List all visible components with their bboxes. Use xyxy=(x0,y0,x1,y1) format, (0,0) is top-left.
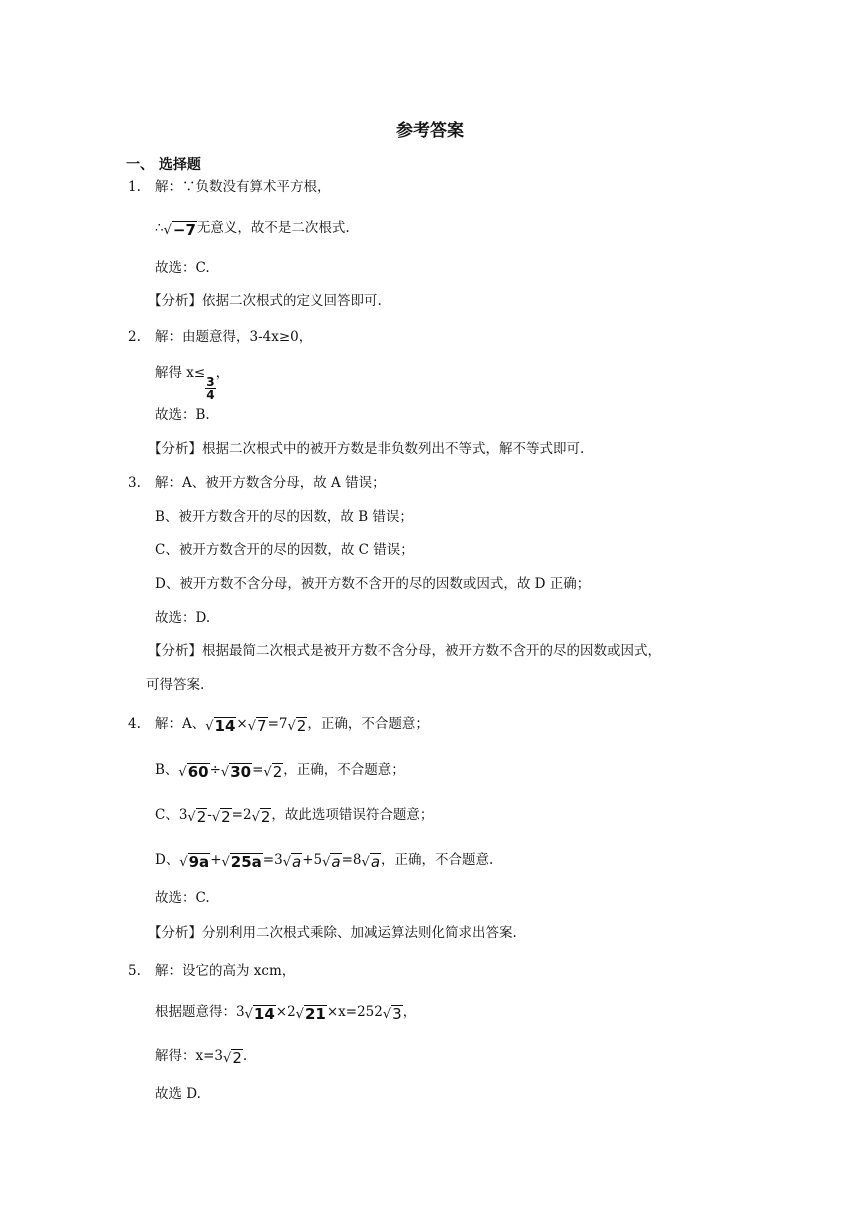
radical: √ 30 xyxy=(220,763,252,781)
q1-line-2: ∴ √ −7 无意义，故不是二次根式. xyxy=(155,220,350,239)
q5-line-2: 根据题意得：3 √ 14 ×2 √ 21 ×x=252 √ 3 ， xyxy=(155,1004,417,1023)
fraction-3-4: $\frac{3}{4}$ xyxy=(206,375,215,402)
q4-option-b: B、 √ 60 ÷ √ 30 = √ 2 ，正确，不合题意； xyxy=(155,762,405,781)
q5-line-1: 解：设它的高为 xcm， xyxy=(155,963,296,979)
radical: √ a xyxy=(282,853,302,871)
q2-analysis: 【分析】根据二次根式中的被开方数是非负数列出不等式，解不等式即可. xyxy=(148,441,585,457)
q2-number: 2. xyxy=(128,329,141,345)
radical: √ 2 xyxy=(251,808,271,826)
q5-number: 5. xyxy=(128,963,141,979)
q4-line-5: 故选：C. xyxy=(155,890,210,906)
q3-analysis-cont: 可得答案. xyxy=(146,677,205,693)
q2-line-1: 解：由题意得，3-4x≥0， xyxy=(155,329,313,345)
q3-analysis: 【分析】根据最简二次根式是被开方数不含分母，被开方数不含开的尽的因数或因式， xyxy=(148,643,661,659)
page-title: 参考答案 xyxy=(396,121,464,141)
q3-number: 3. xyxy=(128,475,141,491)
q1-number: 1. xyxy=(128,179,141,195)
q3-line-1: 解：A、被开方数含分母，故 A 错误； xyxy=(155,475,386,491)
q5-line-3: 解得：x=3 √ 2 . xyxy=(155,1048,248,1067)
radical: √ 3 xyxy=(382,1005,402,1023)
radical: √ 25a xyxy=(221,853,262,871)
radical: √ 2 xyxy=(223,1049,242,1067)
q3-line-5: 故选：D. xyxy=(155,610,211,626)
radical: √ a xyxy=(322,853,341,871)
radical: √ 2 xyxy=(287,717,307,735)
q1-analysis: 【分析】依据二次根式的定义回答即可. xyxy=(148,293,382,309)
radical: √ 2 xyxy=(187,808,207,826)
q4-option-a: 解：A、 √ 14 × √ 7 =7 √ 2 ，正确，不合题意； xyxy=(155,716,429,735)
radical: √ 9a xyxy=(179,853,210,871)
q2-line-3: 故选：B. xyxy=(155,407,210,423)
q1-line-3: 故选：C. xyxy=(155,260,210,276)
q4-analysis: 【分析】分别利用二次根式乘除、加减运算法则化简求出答案. xyxy=(148,925,517,941)
q1-line-1: 解：∵负数没有算术平方根， xyxy=(155,179,331,195)
q5-line-4: 故选 D. xyxy=(155,1086,201,1102)
q4-option-d: D、 √ 9a + √ 25a =3 √ a +5 √ a =8 √ a ，正确，不合题意. xyxy=(155,852,494,871)
section-heading: 一、 选择题 xyxy=(126,157,201,173)
q3-line-4: D、被开方数不含分母，被开方数不含开的尽的因数或因式，故 D 正确； xyxy=(155,576,591,592)
radical: √ 60 xyxy=(178,763,209,781)
q4-number: 4. xyxy=(128,716,141,732)
radical: √ 7 xyxy=(247,717,267,735)
q3-line-3: C、被开方数含开的尽的因数，故 C 错误； xyxy=(155,542,414,558)
therefore-symbol: ∴ xyxy=(155,220,164,236)
radical: √ 2 xyxy=(211,808,231,826)
q2-line-2: 解得 x≤ $\frac{3}{4}$ ， xyxy=(155,365,230,402)
radical: √ 21 xyxy=(295,1005,326,1023)
q4-option-c: C、3 √ 2 - √ 2 =2 √ 2 ，故此选项错误符合题意； xyxy=(155,807,434,826)
radical: √ 2 xyxy=(263,763,283,781)
radical: √ a xyxy=(361,853,381,871)
radical: √ 14 xyxy=(205,717,236,735)
radical: √ 14 xyxy=(244,1005,275,1023)
radical-minus-7: √ −7 xyxy=(163,221,196,239)
q3-line-2: B、被开方数含开的尽的因数，故 B 错误； xyxy=(155,509,413,525)
